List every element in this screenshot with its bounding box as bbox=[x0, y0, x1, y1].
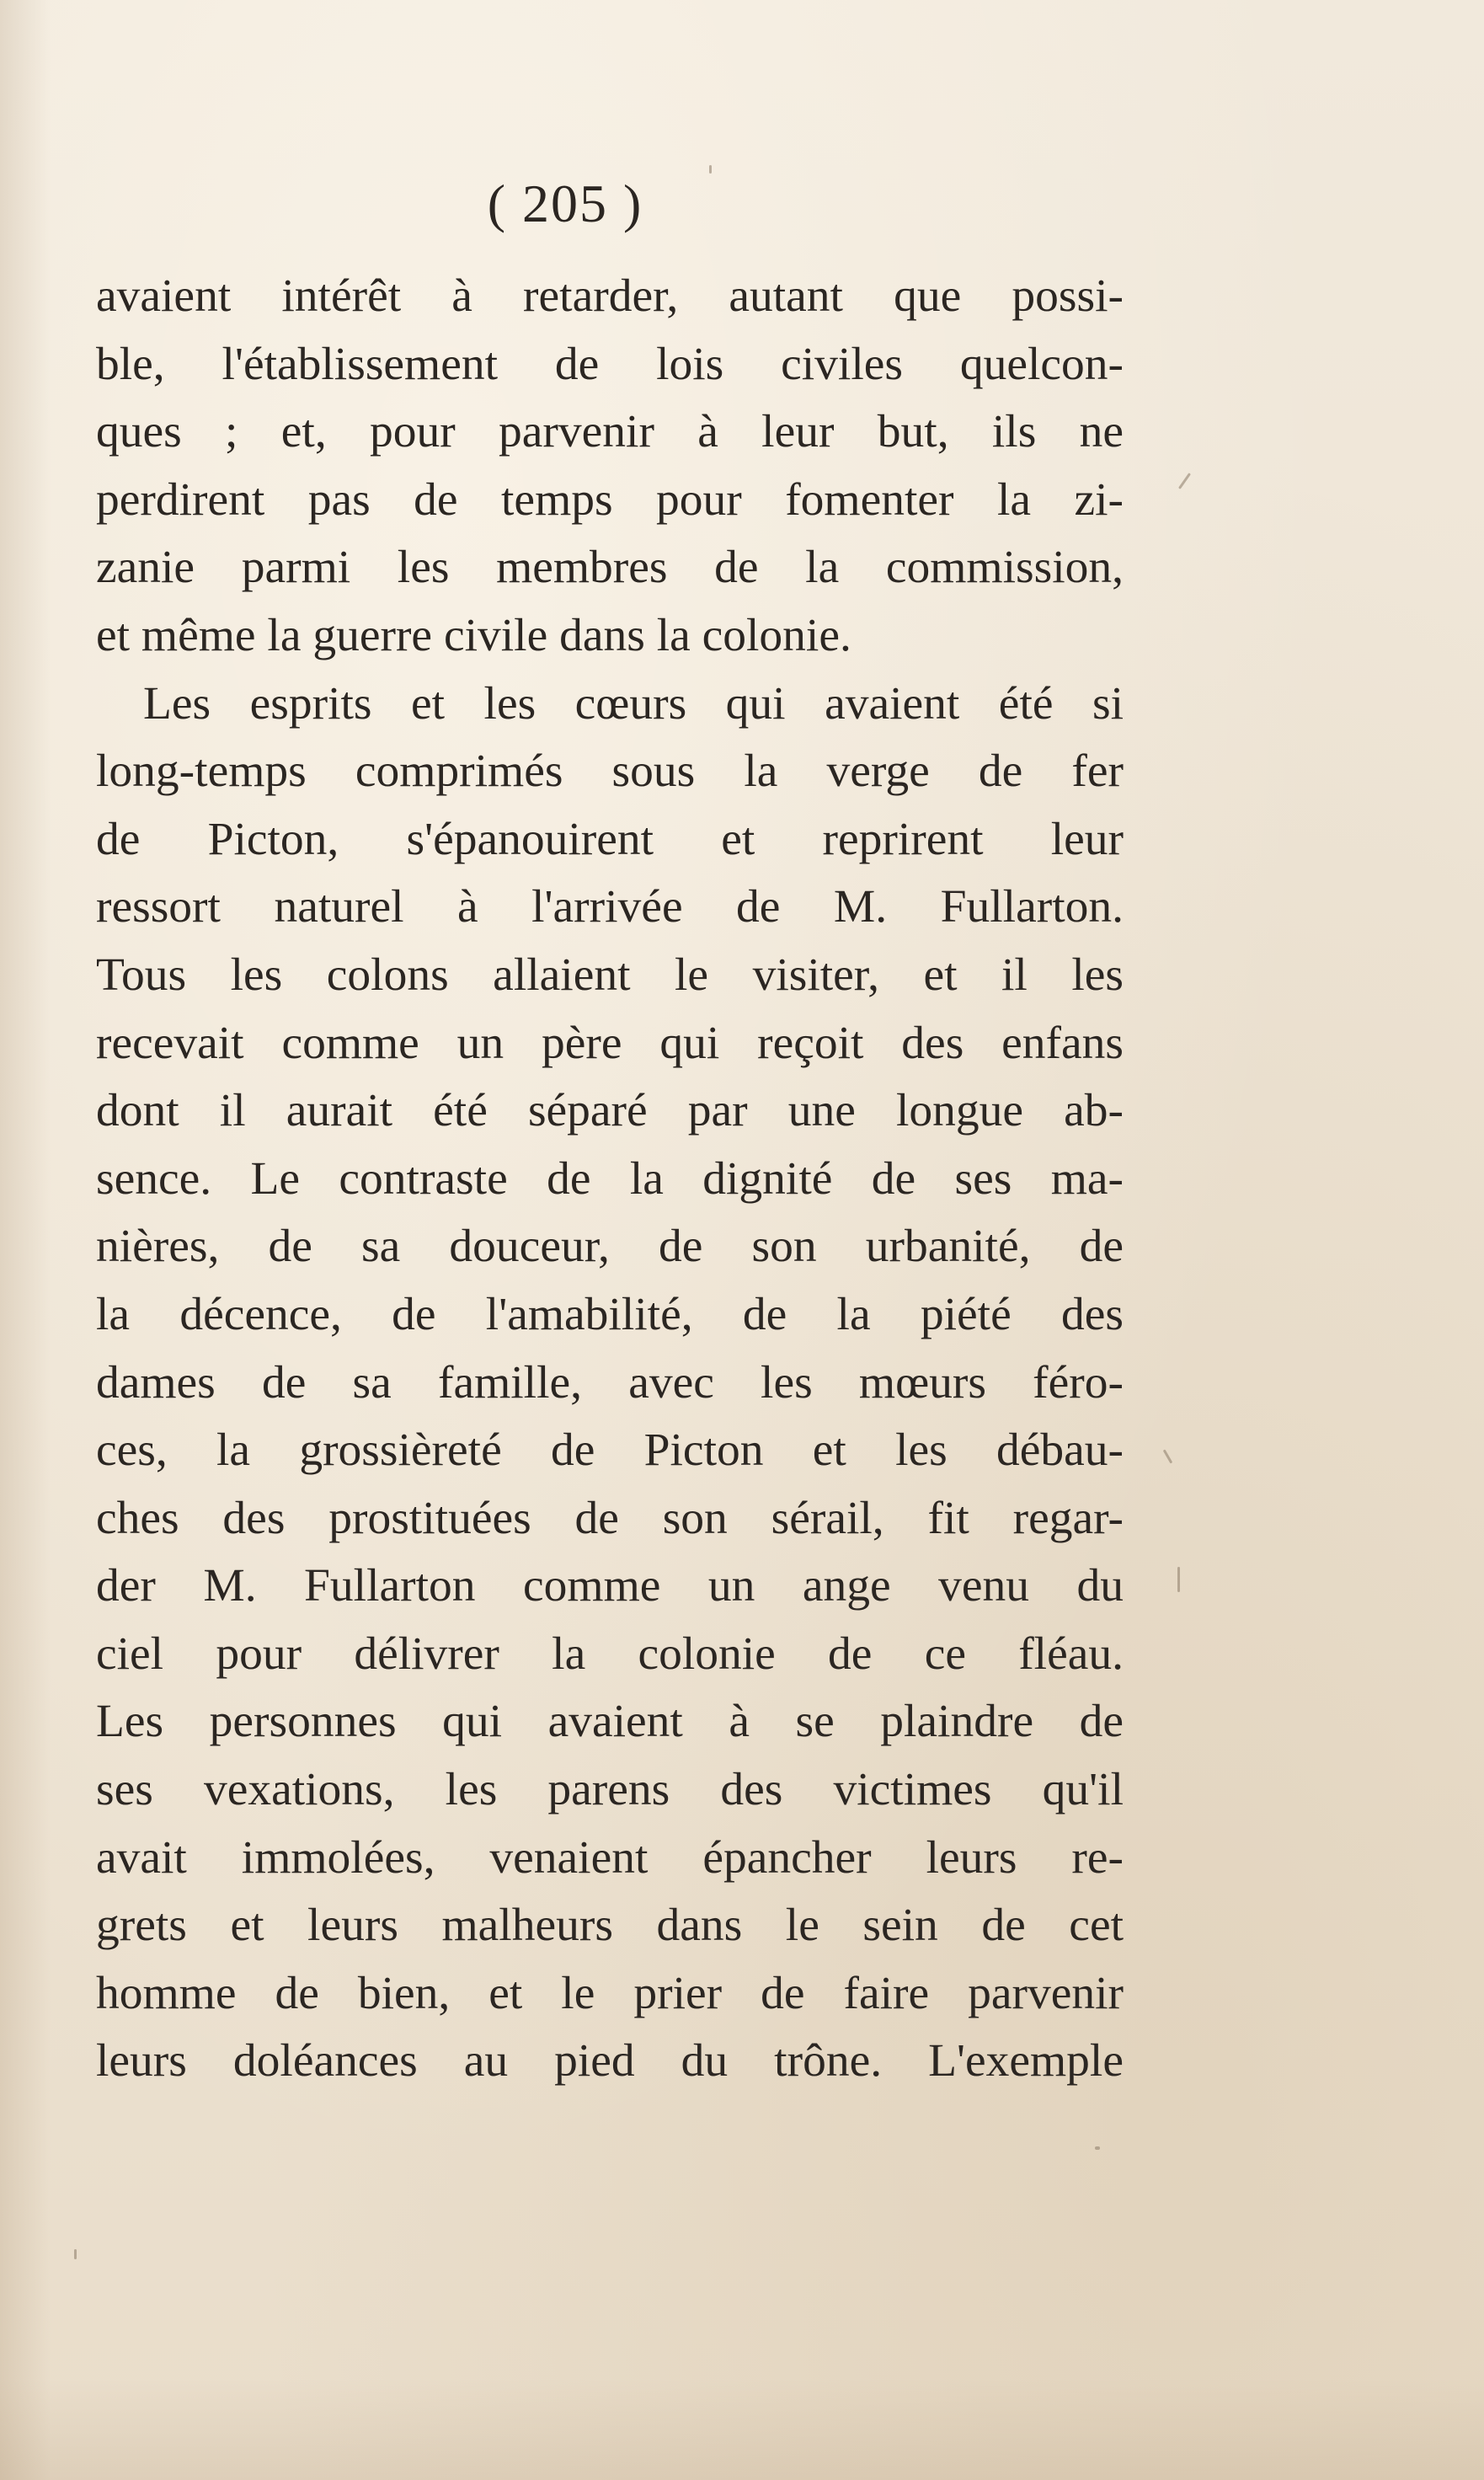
text-line: ques ; et, pour parvenir à leur but, ils ne bbox=[96, 406, 1124, 458]
paper-speck bbox=[74, 2249, 77, 2259]
text-line: ressort naturel à l'arrivée de M. Fullarton. bbox=[96, 881, 1124, 933]
text-line: de Picton, s'épanouirent et reprirent leur bbox=[96, 813, 1124, 865]
page-edge-shadow bbox=[0, 0, 51, 2480]
text-line: long-temps comprimés sous la verge de fer bbox=[96, 746, 1124, 798]
text-line: avait immolées, venaient épancher leurs re- bbox=[96, 1831, 1124, 1884]
page-bottom-shadow bbox=[0, 2379, 1484, 2480]
paper-speck bbox=[1177, 1567, 1180, 1592]
page-number: ( 205 ) bbox=[487, 174, 643, 233]
text-line: et même la guerre civile dans la colonie. bbox=[96, 609, 851, 661]
text-line: recevait comme un père qui reçoit des enfans bbox=[96, 1017, 1124, 1069]
text-line: der M. Fullarton comme un ange venu du bbox=[96, 1560, 1124, 1612]
paper-speck bbox=[1095, 2146, 1100, 2150]
text-line: homme de bien, et le prier de faire parvenir bbox=[96, 1967, 1124, 2019]
text-line: ciel pour délivrer la colonie de ce fléau. bbox=[96, 1628, 1124, 1680]
text-line: zanie parmi les membres de la commission, bbox=[96, 542, 1124, 594]
text-line: ces, la grossièreté de Picton et les débau- bbox=[96, 1424, 1124, 1477]
text-line: la décence, de l'amabilité, de la piété des bbox=[96, 1288, 1124, 1340]
text-line: avaient intérêt à retarder, autant que possi- bbox=[96, 270, 1124, 322]
text-line: Tous les colons allaient le visiter, et il les bbox=[96, 949, 1124, 1001]
text-line: leurs doléances au pied du trône. L'exemple bbox=[96, 2035, 1124, 2087]
body-text bbox=[96, 263, 1124, 2096]
text-line: ble, l'établissement de lois civiles quelcon- bbox=[96, 338, 1124, 390]
text-line: grets et leurs malheurs dans le sein de cet bbox=[96, 1900, 1124, 1952]
text-line: sence. Le contraste de la dignité de ses ma- bbox=[96, 1152, 1124, 1205]
text-line-paragraph-start: Les esprits et les cœurs qui avaient été si bbox=[143, 677, 1124, 730]
text-line: Les personnes qui avaient à se plaindre de bbox=[96, 1696, 1124, 1748]
paper-speck bbox=[1163, 1449, 1173, 1463]
text-line: ses vexations, les parens des victimes qu'il bbox=[96, 1764, 1124, 1816]
text-line: dont il aurait été séparé par une longue ab- bbox=[96, 1085, 1124, 1137]
text-line: ches des prostituées de son sérail, fit regar- bbox=[96, 1492, 1124, 1544]
text-line: dames de sa famille, avec les mœurs féro- bbox=[96, 1356, 1124, 1408]
text-line: nières, de sa douceur, de son urbanité, de bbox=[96, 1221, 1124, 1273]
text-line: perdirent pas de temps pour fomenter la zi- bbox=[96, 473, 1124, 526]
paper-speck bbox=[1178, 473, 1191, 489]
